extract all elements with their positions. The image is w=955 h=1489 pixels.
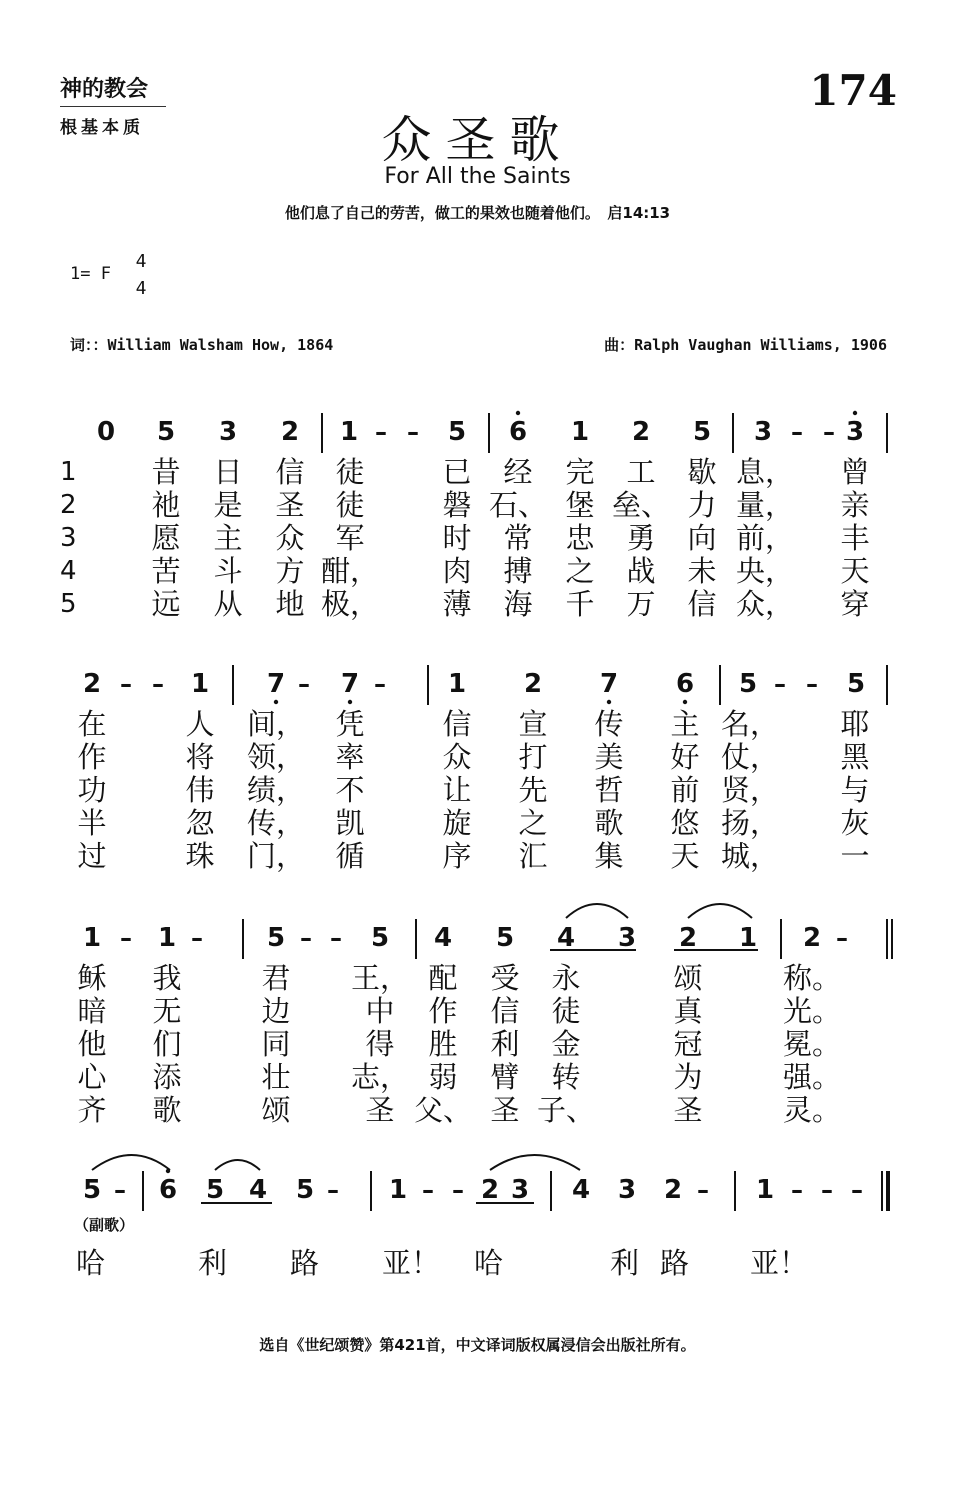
note: 4	[571, 1175, 591, 1205]
lyric-syllable: 仗，	[720, 740, 780, 774]
note: 5	[370, 923, 390, 953]
lyric-syllable: 让	[442, 773, 472, 807]
lyric-syllable: 搏	[503, 554, 533, 588]
lyric-syllable: 一	[840, 839, 870, 873]
sustain-dash: –	[120, 670, 132, 698]
lyric-syllable: 工	[626, 455, 656, 489]
lyric-syllable: 地	[275, 587, 305, 621]
lyric-syllable: 金	[551, 1027, 581, 1061]
lyric-syllable: 信	[687, 587, 717, 621]
note: 1	[388, 1175, 408, 1205]
lyric-syllable: 之	[565, 554, 595, 588]
lyric-syllable: 完	[565, 455, 595, 489]
note: 2	[480, 1175, 500, 1205]
note: 7	[340, 669, 360, 699]
lyric-syllable: 歌	[152, 1093, 182, 1127]
lyric-syllable: 徒	[335, 455, 365, 489]
sustain-dash: –	[791, 418, 803, 446]
lyric-syllable: 利	[490, 1027, 520, 1061]
note: 5	[156, 417, 176, 447]
note: 1	[570, 417, 590, 447]
note: 2	[802, 923, 822, 953]
lyric-syllable: 勇	[626, 521, 656, 555]
lyric-syllable: 名，	[720, 707, 780, 741]
sustain-dash: –	[114, 1176, 126, 1204]
note: 5	[266, 923, 286, 953]
sustain-dash: –	[851, 1176, 863, 1204]
time-signature-bottom: 4	[135, 278, 147, 299]
note: 5	[205, 1175, 225, 1205]
lyric-syllable: 好	[670, 740, 700, 774]
lyric-syllable: 祂	[151, 488, 181, 522]
sustain-dash: –	[300, 924, 312, 952]
lyric-syllable: 之	[518, 806, 548, 840]
lyric-syllable: 众，	[735, 587, 795, 621]
sustain-dash: –	[791, 1176, 803, 1204]
lyric-syllable: 光。	[782, 994, 842, 1028]
octave-dot	[607, 700, 611, 704]
note: 5	[738, 669, 758, 699]
lyric-syllable: 央，	[735, 554, 795, 588]
note: 7	[599, 669, 619, 699]
lyric-syllable: 壮	[261, 1060, 291, 1094]
note: 4	[248, 1175, 268, 1205]
sustain-dash: –	[422, 1176, 434, 1204]
lyric-syllable: 真	[673, 994, 703, 1028]
sustain-dash: –	[330, 924, 342, 952]
lyric-syllable: 旋	[442, 806, 472, 840]
lyric-syllable: 扬，	[720, 806, 780, 840]
lyric-syllable: 打	[518, 740, 548, 774]
lyric-syllable: 灵。	[782, 1093, 842, 1127]
sustain-dash: –	[823, 418, 835, 446]
lyric-syllable: 堡	[565, 488, 595, 522]
lyric-syllable: 天	[670, 839, 700, 873]
lyric-syllable: 众	[275, 521, 305, 555]
lyric-syllable: 凭	[335, 707, 365, 741]
lyric-syllable: 圣	[490, 1093, 520, 1127]
refrain-syllable: 路	[290, 1246, 320, 1280]
title-english: For All the Saints	[384, 164, 571, 189]
lyric-syllable: 圣	[275, 488, 305, 522]
lyric-syllable: 向	[687, 521, 717, 555]
lyric-syllable: 信	[275, 455, 305, 489]
lyric-syllable: 歌	[594, 806, 624, 840]
lyric-syllable: 前	[670, 773, 700, 807]
sustain-dash: –	[452, 1176, 464, 1204]
lyric-syllable: 君	[261, 961, 291, 995]
lyric-syllable: 传	[594, 707, 624, 741]
note: 1	[190, 669, 210, 699]
lyric-syllable: 珠	[185, 839, 215, 873]
note: 5	[447, 417, 467, 447]
lyric-syllable: 人	[185, 707, 215, 741]
lyric-syllable: 哲	[594, 773, 624, 807]
lyric-syllable: 方	[275, 554, 305, 588]
time-signature-top: 4	[135, 251, 147, 272]
lyric-syllable: 众	[442, 740, 472, 774]
lyric-syllable: 率	[335, 740, 365, 774]
lyric-syllable: 是	[213, 488, 243, 522]
hymn-number: 174	[809, 66, 897, 115]
slur	[215, 1160, 260, 1170]
verse-number: 2	[60, 490, 77, 520]
lyric-syllable: 灰	[840, 806, 870, 840]
sustain-dash: –	[836, 924, 848, 952]
lyric-syllable: 凯	[335, 806, 365, 840]
refrain-syllable: 路	[660, 1246, 690, 1280]
lyric-syllable: 心	[77, 1060, 107, 1094]
sustain-dash: –	[806, 670, 818, 698]
lyric-syllable: 臂	[490, 1060, 520, 1094]
lyric-syllable: 天	[840, 554, 870, 588]
lyric-syllable: 徒	[335, 488, 365, 522]
title-chinese: 众圣歌	[381, 111, 574, 169]
lyric-syllable: 昔	[151, 455, 181, 489]
lyric-syllable: 圣	[365, 1093, 395, 1127]
note: 1	[82, 923, 102, 953]
note: 4	[433, 923, 453, 953]
key-signature: 1= F	[70, 264, 111, 284]
lyric-syllable: 日	[213, 455, 243, 489]
slur	[92, 1155, 170, 1170]
lyric-syllable: 黑	[840, 740, 870, 774]
lyric-syllable: 垒、	[611, 488, 671, 522]
lyric-syllable: 主	[213, 521, 243, 555]
lyric-syllable: 边	[261, 994, 291, 1028]
refrain-syllable: 利	[198, 1246, 228, 1280]
lyric-syllable: 已	[442, 455, 472, 489]
note: 5	[82, 1175, 102, 1205]
lyric-syllable: 志，	[350, 1060, 410, 1094]
lyric-syllable: 颂	[673, 961, 703, 995]
note: 1	[447, 669, 467, 699]
lyric-syllable: 我	[152, 961, 182, 995]
lyric-syllable: 弱	[428, 1060, 458, 1094]
composer-credit: 曲：Ralph Vaughan Williams, 1906	[604, 336, 887, 354]
note: 6	[158, 1175, 178, 1205]
note: 3	[510, 1175, 530, 1205]
lyric-syllable: 受	[490, 961, 520, 995]
note: 1	[738, 923, 758, 953]
lyric-syllable: 酣，	[320, 554, 380, 588]
note: 2	[663, 1175, 683, 1205]
note: 4	[556, 923, 576, 953]
lyric-syllable: 前，	[735, 521, 795, 555]
lyric-syllable: 薄	[442, 587, 472, 621]
slur	[490, 1155, 580, 1170]
lyric-syllable: 伟	[185, 773, 215, 807]
lyric-syllable: 领，	[246, 740, 306, 774]
lyric-syllable: 们	[152, 1027, 182, 1061]
lyric-syllable: 未	[687, 554, 717, 588]
note: 3	[753, 417, 773, 447]
lyric-syllable: 传，	[246, 806, 306, 840]
lyric-syllable: 齐	[77, 1093, 107, 1127]
note: 5	[846, 669, 866, 699]
lyric-syllable: 石、	[488, 488, 548, 522]
lyricist-credit: 词：：William Walsham How, 1864	[70, 336, 334, 354]
sustain-dash: –	[298, 670, 310, 698]
lyric-syllable: 中	[365, 994, 395, 1028]
lyric-syllable: 稣	[77, 961, 107, 995]
copyright-footer: 选自《世纪颂赞》第421首，中文译词版权属浸信会出版社所有。	[259, 1336, 696, 1354]
note: 2	[82, 669, 102, 699]
lyric-syllable: 为	[673, 1060, 703, 1094]
note: 2	[631, 417, 651, 447]
sustain-dash: –	[375, 418, 387, 446]
lyric-syllable: 添	[152, 1060, 182, 1094]
lyric-syllable: 过	[77, 839, 107, 873]
lyric-syllable: 不	[335, 773, 365, 807]
sustain-dash: –	[697, 1176, 709, 1204]
lyric-syllable: 耶	[840, 707, 870, 741]
lyric-syllable: 忽	[185, 806, 215, 840]
note: 1	[157, 923, 177, 953]
lyric-syllable: 他	[77, 1027, 107, 1061]
lyric-syllable: 斗	[213, 554, 243, 588]
sustain-dash: –	[821, 1176, 833, 1204]
lyric-syllable: 颂	[261, 1093, 291, 1127]
note: 7	[266, 669, 286, 699]
lyric-syllable: 量，	[735, 488, 795, 522]
slur	[688, 904, 752, 918]
note: 6	[508, 417, 528, 447]
lyric-syllable: 远	[151, 587, 181, 621]
lyric-syllable: 城，	[720, 839, 780, 873]
lyric-syllable: 悠	[670, 806, 700, 840]
note: 5	[692, 417, 712, 447]
lyric-syllable: 万	[626, 587, 656, 621]
lyric-syllable: 作	[428, 994, 458, 1028]
lyric-syllable: 冕。	[782, 1027, 842, 1061]
refrain-syllable: 亚！	[750, 1246, 809, 1280]
lyric-syllable: 苦	[151, 554, 181, 588]
lyric-syllable: 王，	[350, 961, 410, 995]
note: 1	[755, 1175, 775, 1205]
lyric-syllable: 绩，	[246, 773, 306, 807]
lyric-syllable: 磐	[442, 488, 472, 522]
lyric-syllable: 亲	[840, 488, 870, 522]
lyric-syllable: 冠	[673, 1027, 703, 1061]
lyric-syllable: 强。	[782, 1060, 842, 1094]
lyric-syllable: 千	[565, 587, 595, 621]
lyric-syllable: 半	[77, 806, 107, 840]
lyric-syllable: 循	[335, 839, 365, 873]
lyric-syllable: 暗	[77, 994, 107, 1028]
refrain-syllable: 哈	[474, 1246, 504, 1280]
lyric-syllable: 时	[442, 521, 472, 555]
octave-dot	[274, 700, 278, 704]
lyric-syllable: 子、	[536, 1093, 596, 1127]
lyric-syllable: 贤，	[720, 773, 780, 807]
verse-number: 1	[60, 457, 77, 487]
lyric-syllable: 集	[594, 839, 624, 873]
note: 6	[675, 669, 695, 699]
sustain-dash: –	[407, 418, 419, 446]
lyric-syllable: 肉	[442, 554, 472, 588]
lyric-syllable: 门，	[246, 839, 306, 873]
lyric-syllable: 父、	[413, 1093, 473, 1127]
lyric-syllable: 信	[442, 707, 472, 741]
verse-number: 4	[60, 556, 77, 586]
lyric-syllable: 愿	[151, 521, 181, 555]
lyric-syllable: 与	[840, 773, 870, 807]
lyric-syllable: 称。	[782, 961, 842, 995]
lyric-syllable: 永	[551, 961, 581, 995]
note: 5	[295, 1175, 315, 1205]
lyric-syllable: 得	[365, 1027, 395, 1061]
lyric-syllable: 序	[442, 839, 472, 873]
note: 2	[678, 923, 698, 953]
scripture-reference: 他们息了自己的劳苦，做工的果效也随着他们。 启14:13	[284, 204, 671, 222]
lyric-syllable: 歇	[687, 455, 717, 489]
refrain-syllable: 哈	[76, 1246, 106, 1280]
lyric-syllable: 在	[77, 707, 107, 741]
lyric-syllable: 力	[687, 488, 717, 522]
sustain-dash: –	[774, 670, 786, 698]
verse-number: 5	[60, 589, 77, 619]
lyric-syllable: 胜	[428, 1027, 458, 1061]
lyric-syllable: 常	[503, 521, 533, 555]
refrain-syllable: 利	[610, 1246, 640, 1280]
lyric-syllable: 将	[185, 740, 215, 774]
note: 3	[617, 923, 637, 953]
octave-dot	[683, 700, 687, 704]
note: 0	[96, 417, 116, 447]
lyric-syllable: 宣	[518, 707, 548, 741]
lyric-syllable: 转	[551, 1060, 581, 1094]
lyric-syllable: 忠	[565, 521, 595, 555]
lyric-syllable: 军	[335, 521, 365, 555]
sustain-dash: –	[374, 670, 386, 698]
sustain-dash: –	[191, 924, 203, 952]
lyric-syllable: 穿	[840, 587, 870, 621]
lyric-syllable: 战	[626, 554, 656, 588]
lyric-syllable: 圣	[673, 1093, 703, 1127]
lyric-syllable: 从	[213, 587, 243, 621]
lyric-syllable: 丰	[840, 521, 870, 555]
category-sub: 根基本质	[60, 118, 144, 138]
sustain-dash: –	[120, 924, 132, 952]
lyric-syllable: 曾	[840, 455, 870, 489]
lyric-syllable: 信	[490, 994, 520, 1028]
lyric-syllable: 无	[152, 994, 182, 1028]
lyric-syllable: 汇	[518, 839, 548, 873]
lyric-syllable: 极，	[320, 587, 380, 621]
note: 3	[617, 1175, 637, 1205]
verse-number: 3	[60, 523, 77, 553]
note: 3	[218, 417, 238, 447]
sustain-dash: –	[327, 1176, 339, 1204]
note: 1	[339, 417, 359, 447]
octave-dot	[348, 700, 352, 704]
lyric-syllable: 先	[518, 773, 548, 807]
slur	[566, 904, 628, 918]
lyric-syllable: 息，	[735, 455, 795, 489]
note: 5	[495, 923, 515, 953]
note: 2	[280, 417, 300, 447]
lyric-syllable: 海	[503, 587, 533, 621]
octave-dot	[516, 411, 520, 415]
octave-dot	[853, 411, 857, 415]
refrain-syllable: 亚！	[382, 1246, 441, 1280]
lyric-syllable: 功	[77, 773, 107, 807]
lyric-syllable: 美	[594, 740, 624, 774]
note: 3	[845, 417, 865, 447]
lyric-syllable: 间，	[246, 707, 306, 741]
lyric-syllable: 主	[670, 707, 700, 741]
lyric-syllable: 作	[77, 740, 107, 774]
note: 2	[523, 669, 543, 699]
lyric-syllable: 经	[503, 455, 533, 489]
refrain-label: （副歌）	[74, 1216, 135, 1234]
lyric-syllable: 同	[261, 1027, 291, 1061]
sustain-dash: –	[152, 670, 164, 698]
category-main: 神的教会	[60, 72, 166, 107]
lyric-syllable: 徒	[551, 994, 581, 1028]
lyric-syllable: 配	[428, 961, 458, 995]
